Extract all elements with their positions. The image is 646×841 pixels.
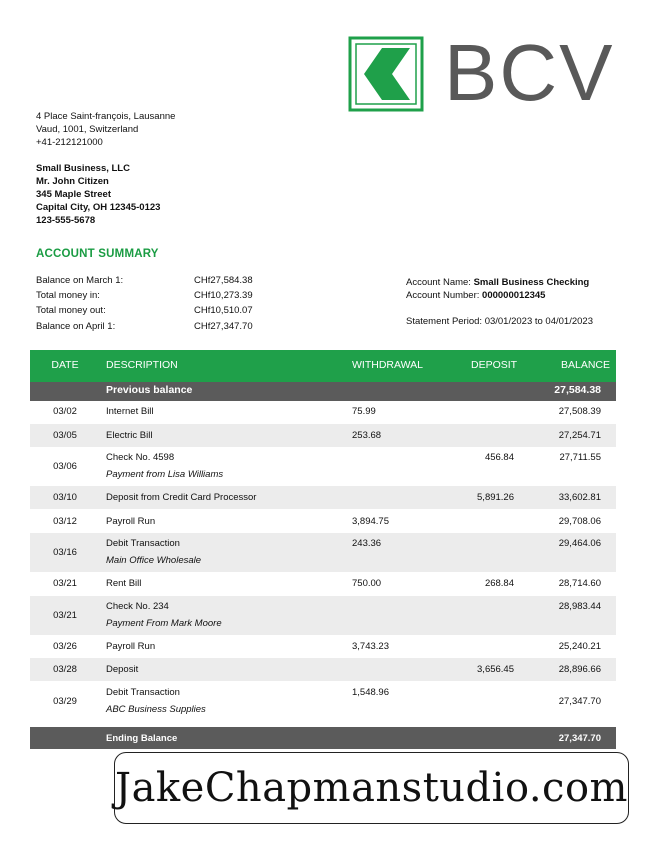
row-deposit: 5,891.26: [477, 492, 514, 503]
summary-value: CHf27,584.38: [194, 275, 253, 286]
customer-phone: 123-555-5678: [36, 215, 96, 226]
row-subdescription: Main Office Wholesale: [106, 555, 202, 566]
row-balance: 27,254.71: [558, 430, 601, 441]
watermark-banner: JakeChapmanstudio.com: [114, 752, 629, 824]
transactions-table-header: [30, 350, 616, 382]
account-number-label: Account Number:: [406, 290, 480, 301]
row-description: Deposit: [106, 664, 139, 675]
summary-value: CHf10,273.39: [194, 290, 253, 301]
account-name: [406, 276, 589, 289]
header-description: DESCRIPTION: [106, 359, 178, 371]
row-deposit: 268.84: [484, 578, 514, 589]
row-withdrawal: 253.68: [352, 430, 382, 441]
row-withdrawal: 3,894.75: [352, 516, 389, 527]
row-withdrawal: 75.99: [352, 406, 376, 417]
row-balance: 29,708.06: [558, 516, 601, 527]
summary-label: Total money in:: [36, 290, 100, 301]
row-deposit: 3,656.45: [477, 664, 514, 675]
row-date: 03/10: [53, 492, 77, 503]
account-number: [406, 289, 545, 302]
row-date: 03/21: [53, 578, 77, 589]
row-description: Debit Transaction: [106, 538, 180, 549]
previous-balance-value: 27,584.38: [554, 384, 601, 396]
row-withdrawal: 243.36: [352, 538, 382, 549]
row-date: 03/26: [53, 641, 77, 652]
row-date: 03/02: [53, 406, 77, 417]
row-date: 03/16: [53, 547, 77, 558]
account-name-value: Small Business Checking: [473, 277, 590, 288]
summary-label: Balance on March 1:: [36, 275, 124, 286]
row-description: Payroll Run: [106, 516, 156, 527]
row-description: Electric Bill: [106, 430, 153, 441]
row-date: 03/06: [53, 461, 77, 472]
ending-balance-value: 27,347.70: [558, 733, 601, 744]
bank-address-line2: Vaud, 1001, Switzerland: [36, 124, 139, 135]
account-name-label: Account Name:: [406, 277, 471, 288]
row-subdescription: Payment from Lisa Williams: [106, 469, 224, 480]
row-balance: 33,602.81: [558, 492, 601, 503]
summary-value: CHf27,347.70: [194, 321, 253, 332]
logo-wordmark: BCV: [444, 28, 615, 117]
header-withdrawal: WITHDRAWAL: [352, 359, 423, 371]
row-withdrawal: 3,743.23: [352, 641, 389, 652]
row-withdrawal: 750.00: [352, 578, 382, 589]
row-description: Check No. 4598: [106, 452, 175, 463]
previous-balance-label: Previous balance: [106, 384, 193, 396]
row-date: 03/12: [53, 516, 77, 527]
row-balance: 27,508.39: [558, 406, 601, 417]
bank-phone: +41-212121000: [36, 137, 103, 148]
customer-name: Mr. John Citizen: [36, 176, 109, 187]
summary-value: CHf10,510.07: [194, 305, 253, 316]
row-date: 03/28: [53, 664, 77, 675]
account-summary-heading: ACCOUNT SUMMARY: [36, 248, 159, 260]
row-balance: 28,896.66: [558, 664, 601, 675]
row-balance: 27,347.70: [558, 696, 601, 707]
row-withdrawal: 1,548.96: [352, 687, 389, 698]
bank-address-line1: 4 Place Saint-françois, Lausanne: [36, 111, 176, 122]
summary-label: Total money out:: [36, 305, 106, 316]
row-balance: 29,464.06: [558, 538, 601, 549]
header-date: DATE: [51, 359, 79, 371]
row-deposit: 456.84: [484, 452, 514, 463]
row-description: Debit Transaction: [106, 687, 180, 698]
header-balance: BALANCE: [560, 359, 610, 371]
row-date: 03/21: [53, 610, 77, 621]
summary-label: Balance on April 1:: [36, 321, 116, 332]
header-deposit: DEPOSIT: [471, 359, 518, 371]
bcv-chevron-logo-icon: [348, 36, 424, 112]
customer-address: [36, 162, 160, 227]
row-description: Rent Bill: [106, 578, 142, 589]
statement-period-value: 03/01/2023 to 04/01/2023: [484, 316, 593, 327]
row-subdescription: ABC Business Supplies: [106, 704, 206, 715]
row-balance: 28,983.44: [558, 601, 601, 612]
ending-balance-label: Ending Balance: [106, 733, 178, 744]
bank-address: [36, 110, 175, 149]
bank-logo: [348, 28, 615, 117]
customer-company: Small Business, LLC: [36, 163, 130, 174]
row-subdescription: Payment From Mark Moore: [106, 618, 222, 629]
row-balance: 25,240.21: [558, 641, 601, 652]
row-description: Deposit from Credit Card Processor: [106, 492, 257, 503]
row-balance: 28,714.60: [558, 578, 601, 589]
customer-street: 345 Maple Street: [36, 189, 111, 200]
customer-city: Capital City, OH 12345-0123: [36, 202, 161, 213]
row-date: 03/05: [53, 430, 77, 441]
account-number-value: 000000012345: [482, 290, 546, 301]
statement-period-label: Statement Period:: [406, 316, 483, 327]
row-description: Internet Bill: [106, 406, 154, 417]
row-balance: 27,711.55: [559, 452, 601, 463]
row-date: 03/29: [53, 696, 77, 707]
row-description: Check No. 234: [106, 601, 169, 612]
statement-period: [406, 315, 593, 328]
row-description: Payroll Run: [106, 641, 156, 652]
